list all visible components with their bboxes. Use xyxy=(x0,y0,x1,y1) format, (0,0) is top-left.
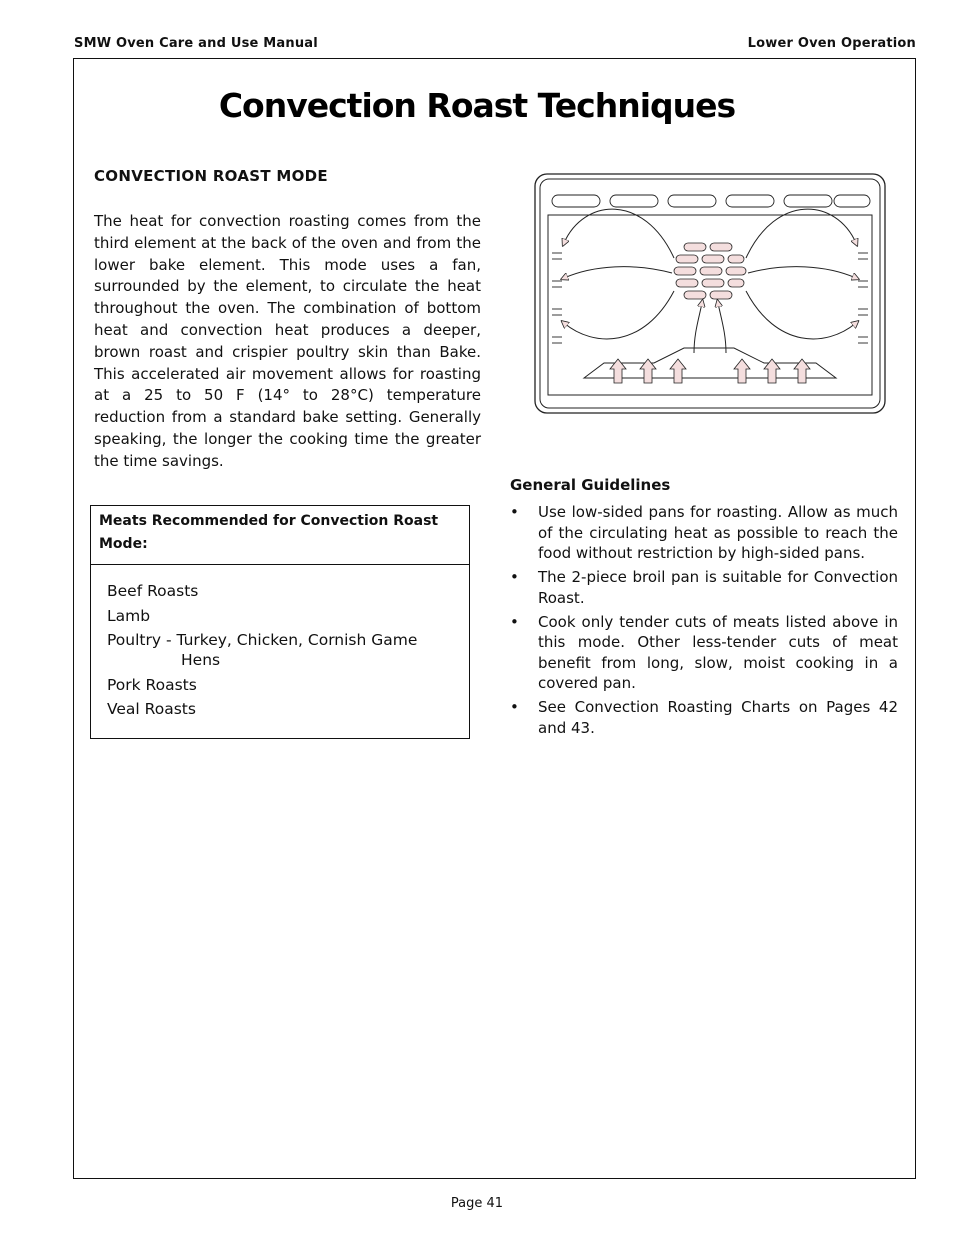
list-item xyxy=(510,502,898,564)
bullet-marker: • xyxy=(510,698,519,716)
list-item xyxy=(107,630,469,670)
list-item-text: Poultry - Turkey, Chicken, Cornish Game xyxy=(107,631,418,650)
list-item: Veal Roasts xyxy=(107,700,196,719)
guidelines-heading: General Guidelines xyxy=(510,476,671,494)
page-title: Convection Roast Techniques xyxy=(218,86,736,125)
guidelines-list xyxy=(510,502,898,742)
list-item: Pork Roasts xyxy=(107,675,197,694)
list-item xyxy=(510,697,898,738)
page-number: Page 41 xyxy=(450,1196,504,1211)
list-item-text: Use low-sided pans for roasting. Allow as much of the circulating heat as possible to reach the food without restriction by high-sided pans. xyxy=(538,503,898,562)
list-item-continuation: Hens xyxy=(181,651,221,670)
meats-box-heading: Meats Recommended for Convection Roast Mode: xyxy=(91,506,469,565)
mode-description: The heat for convection roasting comes from the third element at the back of the oven and from the lower bake element. This mode uses a fan, surrounded by the element, to circulate the heat throughout the oven. The combination of bottom heat and convection heat produces a deeper, brown roast and crispier poultry skin than Bake. This accelerated air movement allows for roasting at a 25 to 50 F (14° to 28°C) temperature reduction from a standard bake setting. Generally speaking, the longer the cooking time the greater the time savings. xyxy=(94,212,481,470)
header-section-title: Lower Oven Operation xyxy=(747,36,916,51)
bullet-marker: • xyxy=(510,568,519,586)
list-item-text: Cook only tender cuts of meats listed above in this mode. Other less-tender cuts of meat benefit from long, slow, moist cooking in a covered pan. xyxy=(538,612,898,692)
mode-heading: CONVECTION ROAST MODE xyxy=(94,167,328,185)
header-manual-title: SMW Oven Care and Use Manual xyxy=(74,36,318,51)
list-item xyxy=(510,567,898,608)
list-item-text: The 2-piece broil pan is suitable for Convection Roast. xyxy=(538,568,898,607)
oven-airflow-diagram xyxy=(534,173,886,414)
bullet-marker: • xyxy=(510,612,519,631)
meats-recommended-box xyxy=(90,505,470,739)
meats-list xyxy=(91,565,469,719)
bullet-marker: • xyxy=(510,503,519,521)
list-item: Lamb xyxy=(107,606,151,625)
list-item: Beef Roasts xyxy=(107,582,199,600)
list-item-text: See Convection Roasting Charts on Pages 42 and 43. xyxy=(538,698,898,737)
list-item xyxy=(510,612,898,694)
